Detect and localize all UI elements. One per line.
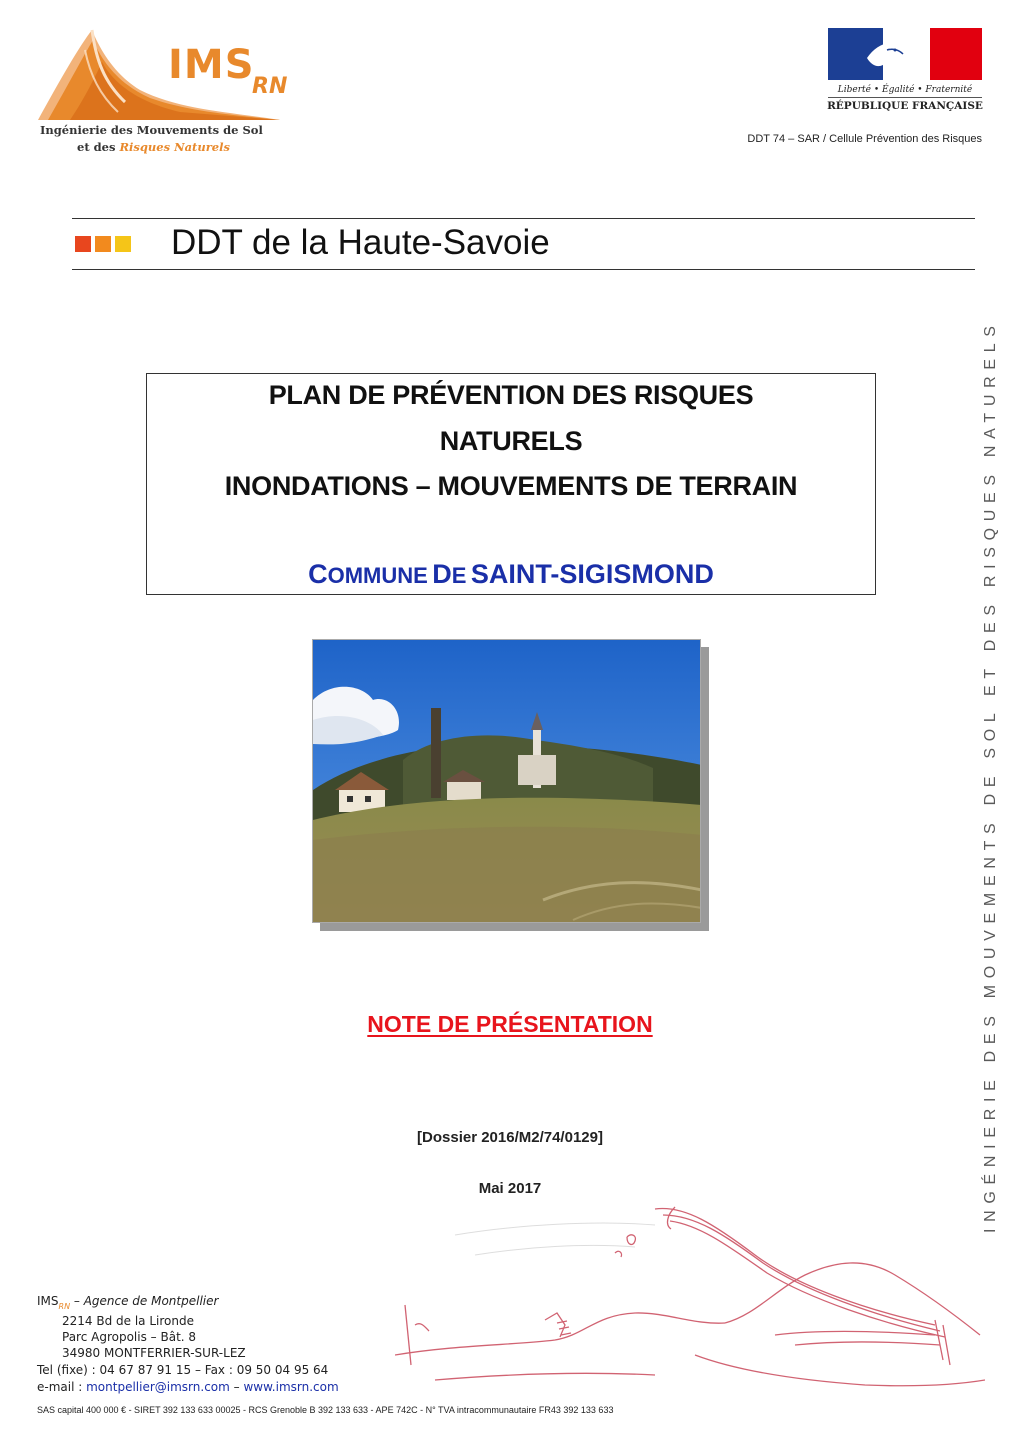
address-street: 2214 Bd de la Lironde	[62, 1314, 194, 1328]
address-contact: e-mail : montpellier@imsrn.com – www.imsrn.com	[37, 1380, 339, 1394]
square-icon-yellow	[115, 236, 131, 252]
legal-mentions: SAS capital 400 000 € - SIRET 392 133 633 00025 - RCS Grenoble B 392 133 633 - APE 742C - N° TVA intracommunautaire FR43 392 133 633	[37, 1405, 614, 1415]
address-park: Parc Agropolis – Bât. 8	[62, 1330, 197, 1344]
note-title: NOTE DE PRÉSENTATION	[367, 1011, 653, 1037]
ims-brand: IMS	[168, 42, 255, 88]
tricolor-flag-icon	[828, 28, 982, 80]
ims-tagline-prefix: et des	[77, 140, 120, 154]
header-reference: DDT 74 – SAR / Cellule Prévention des Risques	[747, 133, 982, 145]
plan-line-3: INONDATIONS – MOUVEMENTS DE TERRAIN	[224, 471, 798, 501]
ims-tagline-highlight: Risques Naturels	[119, 140, 230, 154]
plan-line-1: PLAN DE PRÉVENTION DES RISQUES	[268, 380, 754, 410]
landscape-sketch-icon	[395, 1195, 985, 1415]
document-date: Mai 2017	[478, 1180, 542, 1197]
ims-tagline-line2	[77, 140, 230, 154]
square-icon-orange	[95, 236, 111, 252]
page-title: DDT de la Haute-Savoie	[171, 223, 550, 262]
village-photo	[312, 639, 701, 923]
website-link[interactable]: www.imsrn.com	[243, 1380, 339, 1394]
vertical-side-text: INGÉNIERIE DES MOUVEMENTS DE SOL ET DES RISQUES NATURELS	[982, 319, 999, 1233]
title-rule-top	[72, 218, 975, 219]
republic-motto: Liberté • Égalité • Fraternité	[837, 85, 973, 95]
republic-name: RÉPUBLIQUE FRANÇAISE	[827, 100, 983, 112]
plan-line-2: NATURELS	[439, 426, 583, 456]
plan-title-box	[146, 373, 876, 595]
landscape-photo-icon	[313, 640, 701, 923]
ims-rn-logo	[30, 20, 290, 160]
republique-francaise-logo	[826, 28, 984, 122]
commune-name: COMMUNE DE SAINT-SIGISMOND	[308, 559, 714, 589]
address-city: 34980 MONTFERRIER-SUR-LEZ	[62, 1346, 246, 1360]
email-link[interactable]: montpellier@imsrn.com	[86, 1380, 230, 1394]
address-phone: Tel (fixe) : 04 67 87 91 15 – Fax : 09 50 04 95 64	[37, 1363, 329, 1377]
title-squares	[75, 236, 131, 252]
ims-tagline-line1: Ingénierie des Mouvements de Sol	[40, 123, 263, 137]
square-icon-red	[75, 236, 91, 252]
address-company: $IMS_{RN}$ – Agence de Montpellier	[37, 1294, 219, 1311]
ims-brand-sub: RN	[252, 74, 288, 99]
title-rule-bottom	[72, 269, 975, 270]
dossier-reference: [Dossier 2016/M2/74/0129]	[417, 1129, 603, 1146]
